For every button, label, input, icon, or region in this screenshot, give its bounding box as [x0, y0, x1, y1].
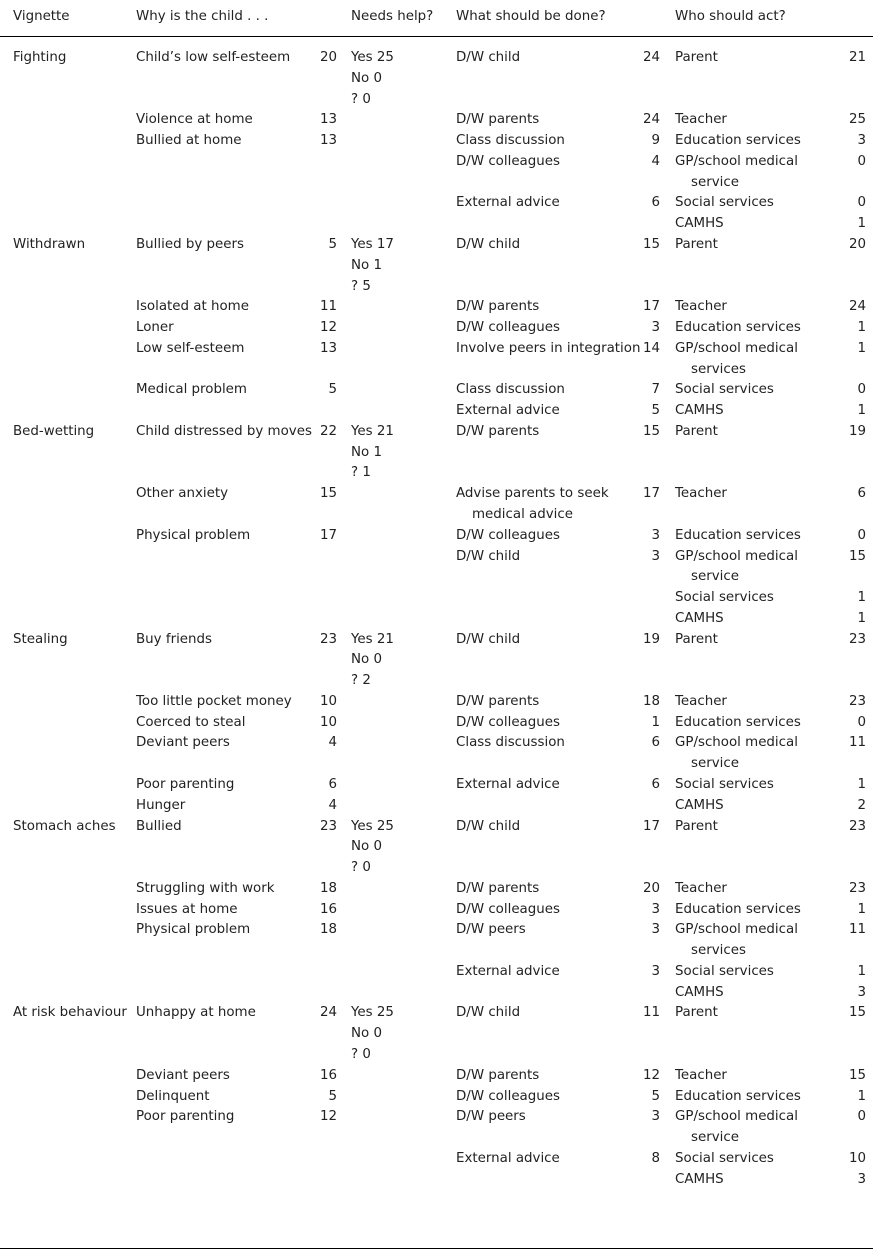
needs-help-cell: Yes 17 [351, 236, 394, 252]
action-count: 3 [651, 1109, 660, 1125]
actor-count: 1 [857, 340, 866, 356]
actor-count: 1 [857, 320, 866, 335]
table-row [0, 920, 885, 941]
needs-help-cell: ? 5 [351, 278, 371, 294]
actor-cell: Teacher [675, 1067, 727, 1083]
actor-count: 0 [857, 195, 866, 211]
action-cell: D/W colleagues [456, 153, 560, 169]
table-row [0, 941, 885, 962]
reason-count: 10 [319, 693, 337, 709]
table-row [0, 360, 885, 381]
actor-cell: Social services [675, 195, 774, 211]
vignette-cell: Stealing [13, 631, 68, 647]
actor-count: 1 [857, 216, 866, 232]
action-cell: Class discussion [456, 133, 565, 149]
reason-cell: Deviant peers [136, 735, 230, 751]
action-count: 24 [642, 112, 660, 128]
table-row [0, 962, 885, 983]
actor-count: 23 [848, 631, 866, 647]
actor-count: 0 [857, 1109, 866, 1125]
action-count: 9 [651, 133, 660, 149]
needs-help-cell: Yes 25 [351, 1005, 394, 1021]
actor-cell: GP/school medical [675, 153, 798, 169]
table-row [0, 277, 885, 298]
header-what: What should be done? [456, 9, 606, 24]
reason-count: 18 [319, 880, 337, 896]
table-row [0, 214, 885, 235]
action-count: 5 [651, 1088, 660, 1104]
action-count: 15 [642, 236, 660, 252]
action-cell: medical advice [472, 506, 573, 522]
table-row [0, 152, 885, 173]
action-count: 3 [651, 963, 660, 979]
action-cell: D/W colleagues [456, 901, 560, 917]
needs-help-cell: No 1 [351, 444, 382, 460]
reason-count: 22 [319, 423, 337, 439]
action-count: 24 [642, 50, 660, 65]
reason-cell: Struggling with work [136, 880, 275, 896]
table-row [0, 443, 885, 464]
reason-cell: Unhappy at home [136, 1005, 256, 1021]
action-count: 6 [651, 735, 660, 751]
table-row [0, 235, 885, 256]
vignette-cell: Stomach aches [13, 818, 116, 834]
actor-count: 21 [848, 50, 866, 65]
table-row [0, 484, 885, 505]
needs-help-cell: Yes 25 [351, 50, 394, 65]
action-count: 4 [651, 153, 660, 169]
reason-cell: Low self-esteem [136, 340, 245, 356]
action-cell: D/W child [456, 631, 521, 647]
table-row [0, 1045, 885, 1066]
actor-count: 23 [848, 880, 866, 896]
actor-cell: CAMHS [675, 403, 724, 419]
action-count: 19 [642, 631, 660, 647]
actor-count: 11 [848, 922, 866, 938]
actor-count: 15 [848, 1067, 866, 1083]
reason-count: 5 [328, 236, 337, 252]
table-row [0, 879, 885, 900]
reason-count: 24 [319, 1005, 337, 1021]
actor-cell: Education services [675, 527, 801, 543]
table-row [0, 318, 885, 339]
reason-count: 4 [328, 735, 337, 751]
actor-count: 1 [857, 403, 866, 419]
action-count: 5 [651, 403, 660, 419]
action-count: 3 [651, 901, 660, 917]
reason-count: 13 [319, 112, 337, 128]
action-count: 6 [651, 195, 660, 211]
actor-count: 0 [857, 714, 866, 730]
action-cell: D/W parents [456, 112, 540, 128]
action-count: 18 [642, 693, 660, 709]
reason-cell: Bullied by peers [136, 236, 244, 252]
actor-cell: Education services [675, 133, 801, 149]
table-row [0, 567, 885, 588]
action-cell: D/W peers [456, 1109, 526, 1125]
table-row [0, 837, 885, 858]
actor-count: 3 [857, 133, 866, 149]
table-row [0, 1128, 885, 1149]
actor-count: 6 [857, 486, 866, 502]
reason-cell: Physical problem [136, 527, 251, 543]
actor-cell: service [691, 756, 739, 772]
action-cell: D/W child [456, 236, 521, 252]
actor-cell: Education services [675, 714, 801, 730]
action-cell: D/W colleagues [456, 527, 560, 543]
reason-cell: Loner [136, 320, 174, 335]
reason-count: 23 [319, 631, 337, 647]
actor-count: 11 [848, 735, 866, 751]
needs-help-cell: ? 0 [351, 91, 371, 107]
table-row [0, 1170, 885, 1191]
vignette-cell: Bed-wetting [13, 423, 95, 439]
action-count: 3 [651, 527, 660, 543]
actor-count: 23 [848, 693, 866, 709]
action-count: 7 [651, 382, 660, 398]
reason-cell: Bullied at home [136, 133, 242, 149]
table-row [0, 588, 885, 609]
header-why: Why is the child . . . [136, 9, 269, 24]
table-row [0, 297, 885, 318]
action-count: 20 [642, 880, 660, 896]
needs-help-cell: Yes 25 [351, 818, 394, 834]
needs-help-cell: Yes 21 [351, 423, 394, 439]
actor-cell: CAMHS [675, 216, 724, 232]
header-vignette: Vignette [13, 9, 70, 24]
action-cell: D/W child [456, 50, 521, 65]
table-row [0, 173, 885, 194]
action-cell: D/W peers [456, 922, 526, 938]
reason-cell: Issues at home [136, 901, 238, 917]
action-cell: External advice [456, 963, 560, 979]
actor-count: 20 [848, 236, 866, 252]
actor-count: 25 [848, 112, 866, 128]
table-row [0, 131, 885, 152]
action-cell: External advice [456, 403, 560, 419]
reason-cell: Child’s low self-esteem [136, 50, 291, 65]
table-row [0, 110, 885, 131]
reason-cell: Other anxiety [136, 486, 229, 502]
table-row [0, 900, 885, 921]
actor-cell: Parent [675, 50, 718, 65]
actor-count: 1 [857, 610, 866, 626]
table-row [0, 817, 885, 838]
action-cell: D/W parents [456, 299, 540, 315]
action-count: 17 [642, 299, 660, 315]
table-row [0, 671, 885, 692]
needs-help-cell: ? 2 [351, 673, 371, 689]
actor-count: 15 [848, 1005, 866, 1021]
reason-count: 20 [319, 50, 337, 65]
actor-cell: Teacher [675, 486, 727, 502]
table-row [0, 754, 885, 775]
vignette-cell: Withdrawn [13, 236, 86, 252]
table-row [0, 650, 885, 671]
actor-count: 3 [857, 1171, 866, 1187]
actor-cell: GP/school medical [675, 1109, 798, 1125]
action-cell: External advice [456, 776, 560, 792]
reason-cell: Deviant peers [136, 1067, 230, 1083]
table-row [0, 692, 885, 713]
action-cell: External advice [456, 195, 560, 211]
table-row [0, 1107, 885, 1128]
actor-count: 3 [857, 984, 866, 1000]
actor-count: 1 [857, 590, 866, 605]
actor-cell: Social services [675, 776, 774, 792]
table-row [0, 463, 885, 484]
reason-count: 16 [319, 901, 337, 917]
reason-cell: Poor parenting [136, 1109, 235, 1125]
table-row [0, 339, 885, 360]
actor-cell: Parent [675, 423, 718, 439]
needs-help-cell: No 0 [351, 70, 382, 86]
reason-count: 6 [328, 776, 337, 792]
action-count: 11 [642, 1005, 660, 1021]
actor-count: 1 [857, 963, 866, 979]
action-cell: D/W parents [456, 880, 540, 896]
actor-cell: Social services [675, 1150, 774, 1166]
action-count: 6 [651, 776, 660, 792]
reason-count: 18 [319, 922, 337, 938]
actor-cell: Parent [675, 631, 718, 647]
vignette-cell: At risk behaviour [13, 1005, 127, 1021]
header-needs-help: Needs help? [351, 9, 434, 24]
action-count: 15 [642, 423, 660, 439]
reason-count: 23 [319, 818, 337, 834]
table-row [0, 256, 885, 277]
needs-help-cell: No 0 [351, 839, 382, 855]
action-cell: D/W child [456, 818, 521, 834]
actor-cell: GP/school medical [675, 548, 798, 564]
header-who: Who should act? [675, 9, 786, 24]
table-row [0, 69, 885, 90]
reason-cell: Violence at home [136, 112, 253, 128]
reason-count: 5 [328, 1088, 337, 1104]
actor-cell: GP/school medical [675, 922, 798, 938]
table-row [0, 193, 885, 214]
table-bottom-rule [0, 1248, 873, 1249]
action-count: 3 [651, 548, 660, 564]
reason-cell: Poor parenting [136, 776, 235, 792]
table-row [0, 630, 885, 651]
actor-cell: service [691, 174, 739, 190]
needs-help-cell: No 0 [351, 652, 382, 668]
actor-cell: Education services [675, 320, 801, 335]
action-count: 3 [651, 320, 660, 335]
action-count: 17 [642, 486, 660, 502]
action-cell: Involve peers in integration [456, 340, 641, 356]
table-row [0, 422, 885, 443]
actor-cell: Social services [675, 590, 774, 605]
table-row [0, 1087, 885, 1108]
needs-help-cell: ? 0 [351, 860, 371, 875]
actor-count: 10 [848, 1150, 866, 1166]
actor-cell: service [691, 569, 739, 585]
header-row [0, 7, 885, 28]
actor-cell: Teacher [675, 880, 727, 896]
reason-count: 17 [319, 527, 337, 543]
action-cell: D/W parents [456, 693, 540, 709]
reason-cell: Delinquent [136, 1088, 210, 1104]
actor-count: 0 [857, 527, 866, 543]
actor-cell: Teacher [675, 112, 727, 128]
needs-help-cell: Yes 21 [351, 631, 394, 647]
table-row [0, 547, 885, 568]
table-row [0, 713, 885, 734]
actor-cell: Parent [675, 818, 718, 834]
actor-count: 1 [857, 776, 866, 792]
actor-count: 1 [857, 901, 866, 917]
actor-cell: GP/school medical [675, 735, 798, 751]
reason-cell: Child distressed by moves [136, 423, 312, 439]
action-cell: External advice [456, 1150, 560, 1166]
reason-cell: Hunger [136, 797, 186, 813]
reason-count: 13 [319, 133, 337, 149]
action-cell: Class discussion [456, 735, 565, 751]
actor-cell: service [691, 1130, 739, 1145]
action-cell: D/W child [456, 1005, 521, 1021]
reason-count: 16 [319, 1067, 337, 1083]
header-divider [0, 36, 873, 37]
actor-count: 1 [857, 1088, 866, 1104]
reason-count: 15 [319, 486, 337, 502]
table-row [0, 609, 885, 630]
actor-count: 15 [848, 548, 866, 564]
reason-count: 12 [319, 1109, 337, 1125]
action-cell: Advise parents to seek [456, 486, 609, 502]
action-cell: D/W colleagues [456, 1088, 560, 1104]
action-count: 1 [651, 714, 660, 730]
table-row [0, 1024, 885, 1045]
actor-cell: services [691, 943, 746, 959]
reason-cell: Isolated at home [136, 299, 249, 315]
needs-help-cell: ? 1 [351, 465, 371, 481]
actor-cell: CAMHS [675, 984, 724, 1000]
actor-count: 0 [857, 382, 866, 398]
table-row [0, 983, 885, 1004]
reason-count: 12 [319, 320, 337, 335]
action-count: 8 [651, 1150, 660, 1166]
actor-cell: Education services [675, 1088, 801, 1104]
table-row [0, 1149, 885, 1170]
vignette-cell: Fighting [13, 50, 67, 65]
actor-cell: Parent [675, 1005, 718, 1021]
action-cell: D/W colleagues [456, 714, 560, 730]
table-row [0, 1066, 885, 1087]
table-row [0, 733, 885, 754]
table-row [0, 1003, 885, 1024]
reason-count: 11 [319, 299, 337, 315]
table-row [0, 401, 885, 422]
reason-count: 4 [328, 797, 337, 813]
actor-count: 24 [848, 299, 866, 315]
table-row [0, 526, 885, 547]
actor-cell: Parent [675, 236, 718, 252]
action-count: 3 [651, 922, 660, 938]
action-cell: Class discussion [456, 382, 565, 398]
reason-cell: Bullied [136, 818, 182, 834]
table-row [0, 858, 885, 879]
actor-cell: Social services [675, 382, 774, 398]
actor-cell: CAMHS [675, 797, 724, 813]
actor-cell: Teacher [675, 299, 727, 315]
table-row [0, 90, 885, 111]
table-row [0, 48, 885, 69]
table-row [0, 796, 885, 817]
actor-count: 0 [857, 153, 866, 169]
actor-count: 19 [848, 423, 866, 439]
reason-cell: Medical problem [136, 382, 247, 398]
action-count: 17 [642, 818, 660, 834]
actor-count: 2 [857, 797, 866, 813]
actor-cell: Education services [675, 901, 801, 917]
reason-cell: Too little pocket money [136, 693, 292, 709]
actor-cell: CAMHS [675, 610, 724, 626]
reason-cell: Physical problem [136, 922, 251, 938]
actor-cell: CAMHS [675, 1171, 724, 1187]
reason-cell: Buy friends [136, 631, 212, 647]
action-count: 14 [642, 340, 660, 356]
actor-cell: GP/school medical [675, 340, 798, 356]
reason-count: 13 [319, 340, 337, 356]
actor-count: 23 [848, 818, 866, 834]
action-cell: D/W colleagues [456, 320, 560, 335]
actor-cell: Teacher [675, 693, 727, 709]
needs-help-cell: ? 0 [351, 1047, 371, 1062]
needs-help-cell: No 0 [351, 1026, 382, 1042]
actor-cell: services [691, 361, 746, 377]
needs-help-cell: No 1 [351, 257, 382, 273]
action-count: 12 [642, 1067, 660, 1083]
actor-cell: Social services [675, 963, 774, 979]
table-row [0, 380, 885, 401]
reason-count: 10 [319, 714, 337, 730]
reason-cell: Coerced to steal [136, 714, 246, 730]
action-cell: D/W child [456, 548, 521, 564]
table-row [0, 775, 885, 796]
action-cell: D/W parents [456, 423, 540, 439]
reason-count: 5 [328, 382, 337, 398]
table-row [0, 505, 885, 526]
action-cell: D/W parents [456, 1067, 540, 1083]
